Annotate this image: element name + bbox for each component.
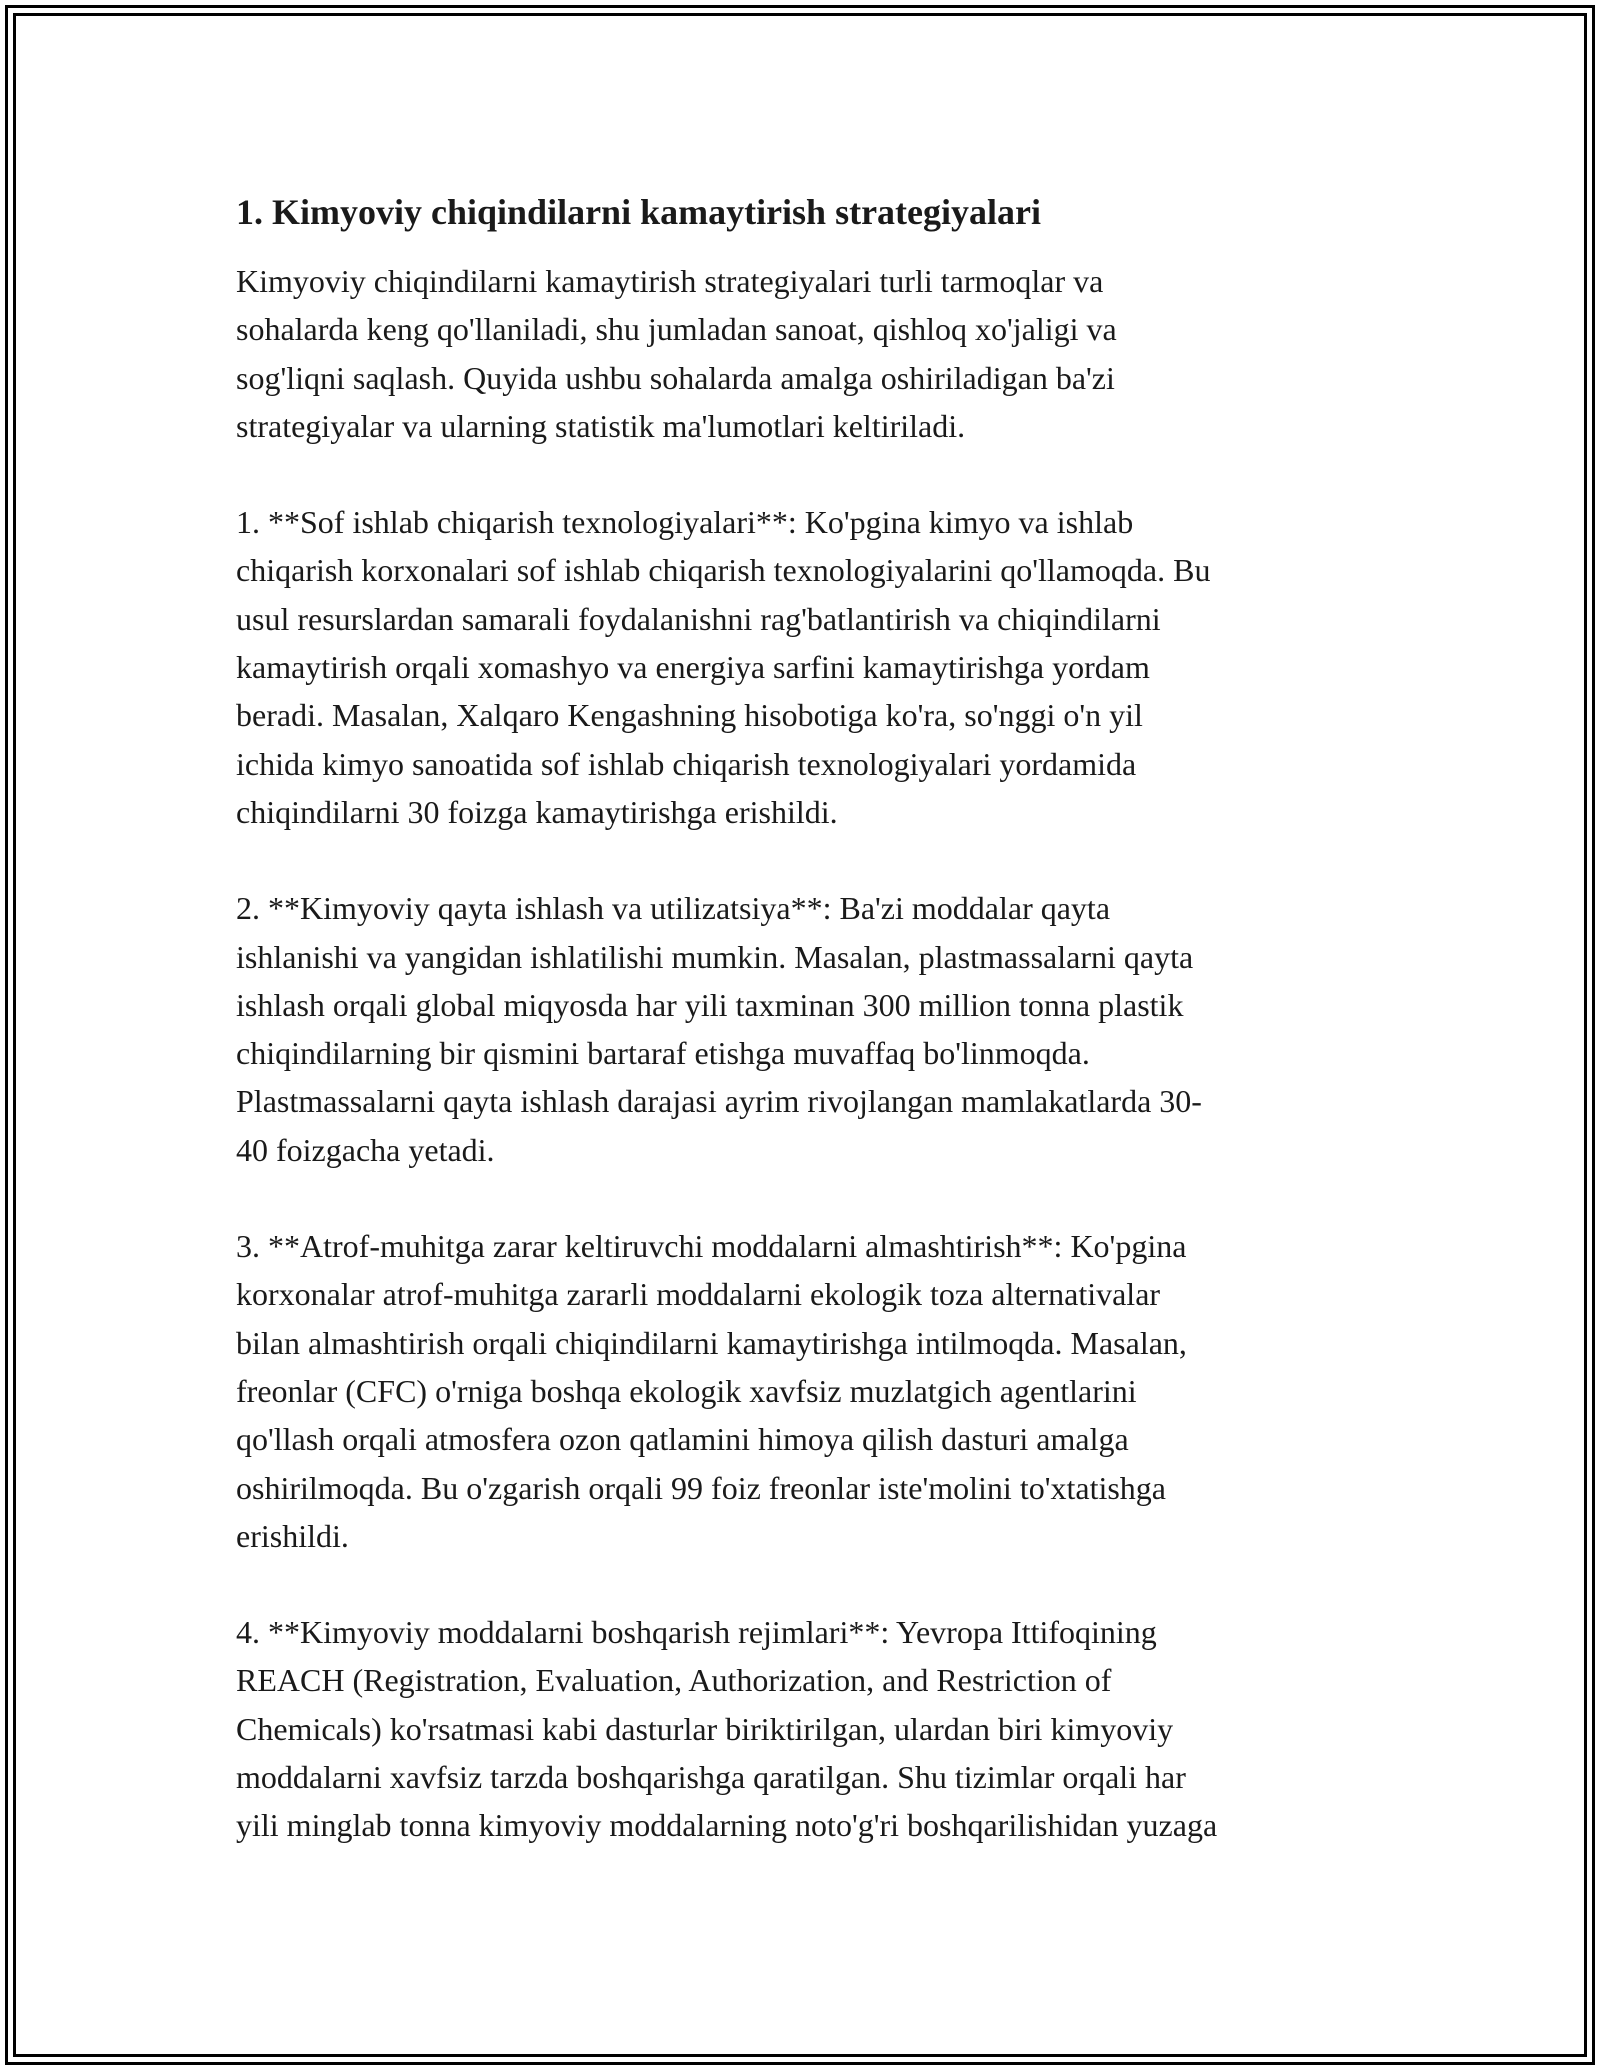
list-item-substance-replacement: 3. **Atrof-muhitga zarar keltiruvchi moddalarni almashtirish**: Ko'pgina korxonalar atrof-muhitga zararli moddalarni ekologik toza alternativalar bilan almashtirish orqali chiqindilarni kamaytirishga intilmoqda. Masalan, freonlar (CFC) o'rniga boshqa ekologik xavfsiz muzlatgich agentlarini qo'llash orqali atmosfera ozon qatlamini himoya qilish dasturi amalga oshirilmoqda. Bu o'zgarish orqali 99 foiz freonlar iste'molini to'xtatishga erishildi.: [236, 1228, 1187, 1554]
section-heading: 1. Kimyoviy chiqindilarni kamaytirish strategiyalari: [236, 192, 1042, 232]
list-item-chemical-management: 4. **Kimyoviy moddalarni boshqarish rejimlari**: Yevropa Ittifoqining REACH (Registration, Evaluation, Authorization, and Restriction of Chemicals) ko'rsatmasi kabi dasturlar biriktirilgan, ulardan biri kimyoviy moddalarni xavfsiz tarzda boshqarishga qaratilgan. Shu tizimlar orqali har yili minglab tonna kimyoviy moddalarning noto'g'ri boshqarilishidan yuzaga: [236, 1614, 1218, 1844]
list-item-clean-production: 1. **Sof ishlab chiqarish texnologiyalari**: Ko'pgina kimyo va ishlab chiqarish korxonalari sof ishlab chiqarish texnologiyalarini qo'llamoqda. Bu usul resurslardan samarali foydalanishni rag'batlantirish va chiqindilarni kamaytirish orqali xomashyo va energiya sarfini kamaytirishga yordam beradi. Masalan, Xalqaro Kengashning hisobotiga ko'ra, so'nggi o'n yil ichida kimyo sanoatida sof ishlab chiqarish texnologiyalari yordamida chiqindilarni 30 foizga kamaytirishga erishildi.: [236, 504, 1211, 830]
document-body: [236, 185, 1376, 1898]
intro-paragraph: Kimyoviy chiqindilarni kamaytirish strategiyalari turli tarmoqlar va sohalarda keng qo'llaniladi, shu jumladan sanoat, qishloq xo'jaligi va sog'liqni saqlash. Quyida ushbu sohalarda amalga oshiriladigan ba'zi strategiyalar va ularning statistik ma'lumotlari keltiriladi.: [236, 263, 1117, 444]
list-item-chemical-recycling: 2. **Kimyoviy qayta ishlash va utilizatsiya**: Ba'zi moddalar qayta ishlanishi va yangidan ishlatilishi mumkin. Masalan, plastmassalarni qayta ishlash orqali global miqyosda har yili taxminan 300 million tonna plastik chiqindilarning bir qismini bartaraf etishga muvaffaq bo'linmoqda. Plastmassalarni qayta ishlash darajasi ayrim rivojlangan mamlakatlarda 30- 40 foizgacha yetadi.: [236, 890, 1202, 1168]
